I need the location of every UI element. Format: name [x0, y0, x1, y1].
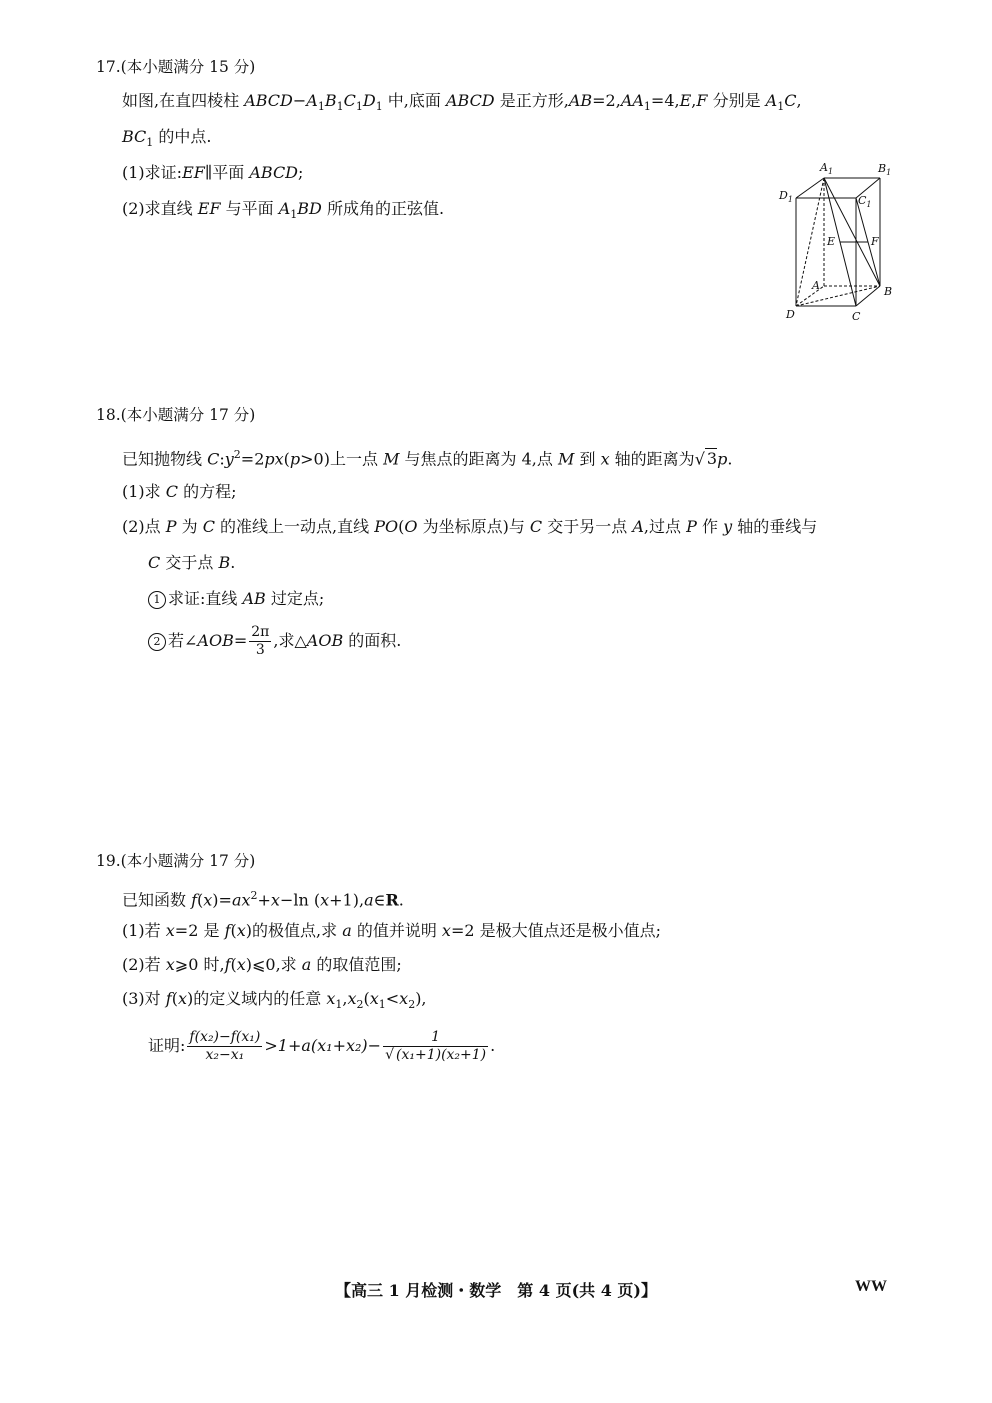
- q19-part2: (2)若 x⩾0 时,f(x)⩽0,求 a 的取值范围;: [122, 955, 402, 974]
- footer-code: WW: [855, 1278, 887, 1295]
- label-B1: $B_1$: [878, 162, 892, 177]
- q19-intro: 已知函数 $f(x)=ax^2+x-\ln$ (x+1),a∈R.: [122, 889, 404, 910]
- edge-cb: [856, 286, 880, 306]
- q18-part1: (1)求 C 的方程;: [122, 482, 237, 501]
- page-footer: 【高三 1 月检测・数学 第 4 页(共 4 页)】: [335, 1281, 657, 1300]
- q17-header: 17.(本小题满分 15 分): [96, 58, 256, 76]
- q18-part2: (2)点 P 为 C 的准线上一动点,直线 PO(O 为坐标原点)与 C 交于另一点 A,过点 P 作 y 轴的垂线与: [122, 517, 818, 536]
- label-E: E: [827, 235, 836, 248]
- label-D1: $D_1$: [779, 189, 793, 204]
- q17-intro: 如图,在直四棱柱 $ABCD-A_1B_1C_1D_1$ 中,底面 ABCD 是正方形$,AB=2,AA_1=4,E,F$ 分别是 $A_1C$,: [122, 91, 802, 114]
- label-C: C: [852, 310, 861, 323]
- fraction-2pi-3: $\frac{2\pi}{3}$: [251, 624, 270, 658]
- fraction-difference-quotient: $\frac{\text{f(x₂)−f(x₁)}}{\text{x₂−x₁}}$: [189, 1029, 261, 1063]
- circled-number-1: 1: [148, 591, 166, 609]
- label-F: F: [871, 235, 879, 248]
- q18-part2-cont: C 交于点 B.: [148, 553, 236, 572]
- fraction-reciprocal-sqrt: $\frac{1}{\text{√ (x₁+1)(x₂+1)}}$: [385, 1029, 487, 1063]
- label-A: A: [812, 279, 820, 292]
- q18-header: 18.(本小题满分 17 分): [96, 406, 256, 424]
- q18-sub1: 1 求证:直线 AB 过定点;: [148, 588, 324, 610]
- q19-part3: (3)对 f(x)的定义域内的任意 $x_1,x_2(x_1<x_2)$,: [122, 989, 427, 1012]
- segment-a1b: [824, 178, 880, 286]
- q17-intro-line2: $BC_1$ 的中点.: [122, 127, 212, 150]
- label-D: D: [786, 308, 795, 321]
- label-C1: $C_1$: [858, 194, 872, 209]
- prism-figure: [776, 158, 900, 326]
- q17-part1: (1)求证:EF∥平面 ABCD;: [122, 163, 304, 182]
- q19-part1: (1)若 x=2 是 f(x)的极值点,求 a 的值并说明 x=2 是极大值点还是极小值点;: [122, 921, 662, 940]
- circled-number-2: 2: [148, 633, 166, 651]
- label-B: B: [884, 285, 893, 298]
- q19-proof-inequality: 证明: $\frac{\text{f(x₂)−f(x₁)}}{\text{x₂−x₁}}$ >1+a(x₁+x₂)− $\frac{1}{\text{√ (x₁+1)(x₂+1)}}$ .: [148, 1029, 496, 1063]
- q19-header: 19.(本小题满分 17 分): [96, 852, 256, 870]
- q17-part2: (2)求直线 EF 与平面 $A_1BD$ 所成角的正弦值.: [122, 199, 445, 222]
- q18-sub2: 2 若∠AOB= $\frac{2\pi}{3}$ ,求△AOB 的面积.: [148, 624, 401, 659]
- label-A1: $A_1$: [820, 161, 834, 176]
- q18-intro: 已知抛物线 $C:y^2=2px(p>0)$上一点 M 与焦点的距离为 4,点 M 到 x 轴的距离为√ 3p.: [122, 448, 733, 469]
